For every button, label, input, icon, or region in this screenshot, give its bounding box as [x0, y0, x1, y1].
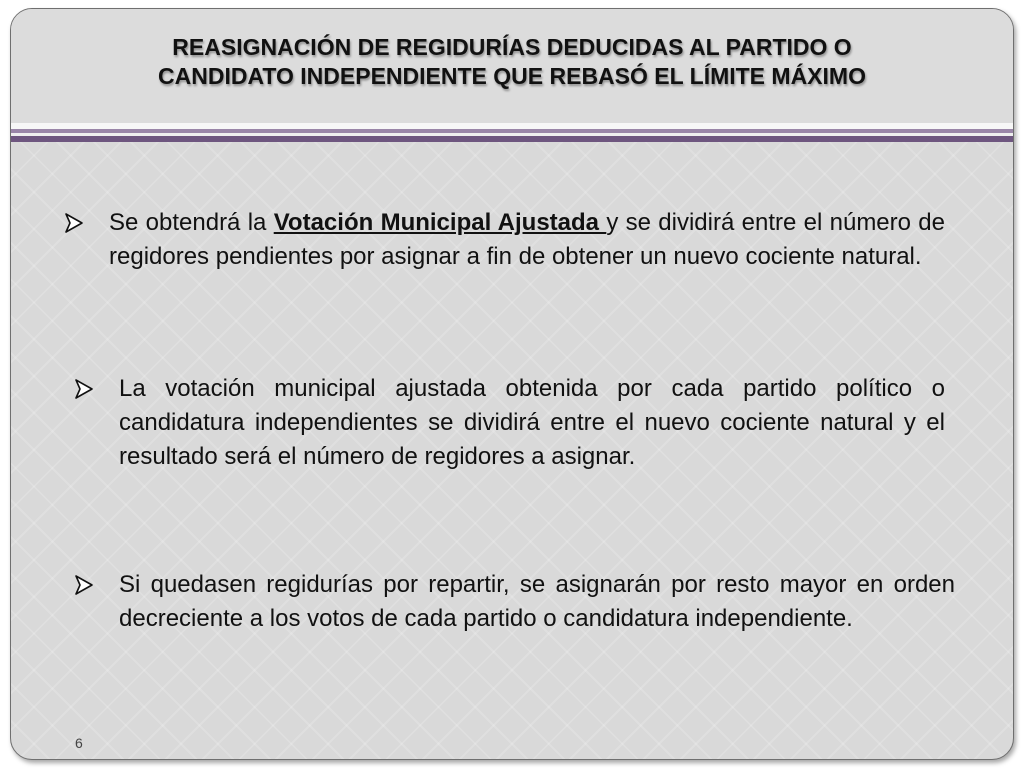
bullet-item-1	[63, 206, 945, 274]
bullet-item-2	[73, 372, 945, 474]
title-area	[11, 9, 1013, 123]
bullet-text-2: La votación municipal ajustada obtenida por cada partido político o candidatura independientes se dividirá entre el nuevo cociente natural y el resultado será el número de regidores a asignar.	[119, 375, 945, 470]
slide-title-line-2: CANDIDATO INDEPENDIENTE QUE REBASÓ EL LÍMITE MÁXIMO	[158, 63, 866, 89]
arrow-bullet-icon	[73, 568, 95, 602]
page-number: 6	[75, 735, 83, 751]
bullet-text-3: Si quedasen regidurías por repartir, se asignarán por resto mayor en orden decreciente a los votos de cada partido o candidatura independiente.	[119, 571, 955, 632]
bullet-text-1-after: y se dividirá entre el número de regidores pendientes por asignar a fin de obtener un nuevo cociente natural.	[109, 209, 945, 270]
bullet-text-1-before: Se obtendrá la	[109, 209, 274, 236]
bullet-item-3	[73, 568, 955, 636]
slide-title-line-1: REASIGNACIÓN DE REGIDURÍAS DEDUCIDAS AL PARTIDO O	[172, 34, 852, 60]
bullet-text-1	[109, 206, 945, 274]
arrow-bullet-icon	[63, 206, 85, 240]
slide	[10, 8, 1014, 760]
votacion-municipal-ajustada-term: Votación Municipal Ajustada	[273, 209, 607, 236]
title-divider-purple	[11, 136, 1013, 142]
arrow-bullet-icon	[73, 372, 95, 406]
slide-title	[11, 33, 1013, 91]
